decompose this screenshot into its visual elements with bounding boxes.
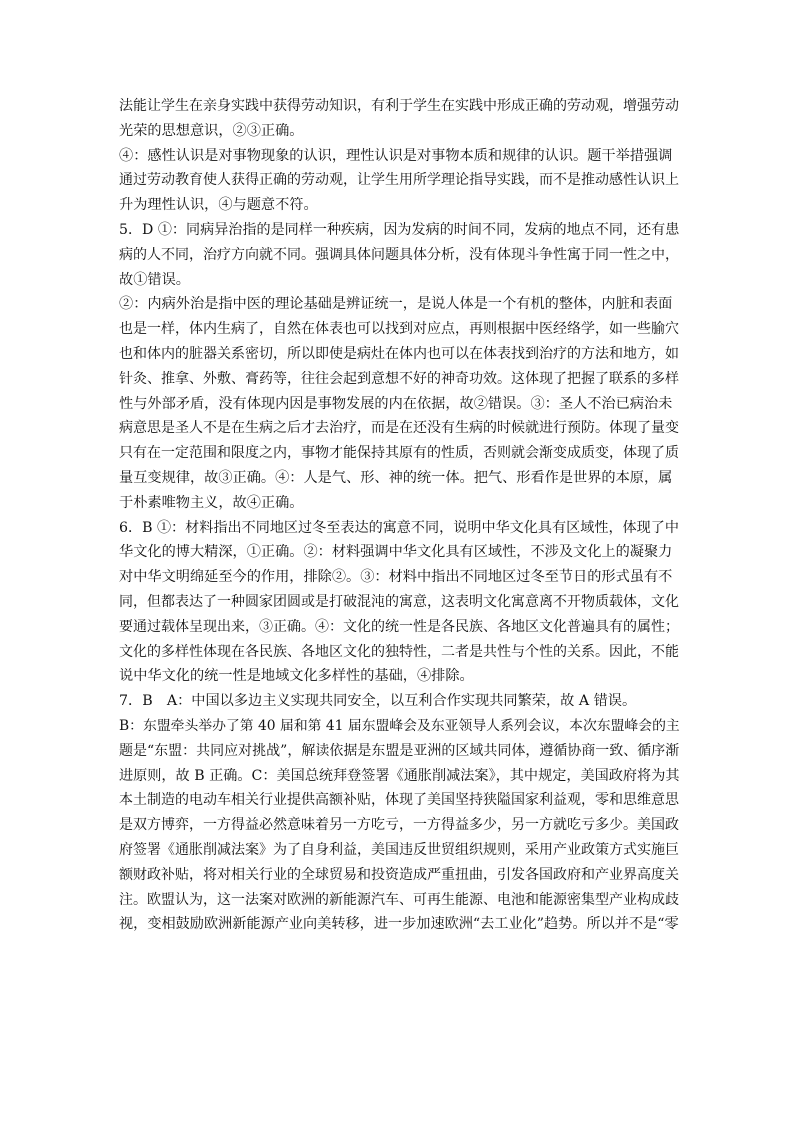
text-line: ④：感性认识是对事物现象的认识，理性认识是对事物本质和规律的认识。题干举措强调 — [119, 147, 673, 164]
text-line: 也和体内的脏器关系密切，所以即使是病灶在体内也可以在体表找到治疗的方法和地方，如 — [119, 345, 679, 362]
text-line: 也是一样，体内生病了，自然在体表也可以找到对应点，再则根据中医经络学，如一些腧穴 — [119, 321, 679, 338]
text-line: B：东盟牵头举办了第 40 届和第 41 届东盟峰会及东亚领导人系列会议，本次东盟峰会的主 — [119, 717, 680, 734]
text-line: 进原则，故 B 正确。C：美国总统拜登签署《通胀削减法案》，其中规定，美国政府将为其 — [119, 767, 680, 784]
text-line: 6．B ①：材料指出不同地区过冬至表达的寓意不同，说明中华文化具有区域性，体现了中 — [119, 519, 679, 536]
document-body — [119, 94, 679, 937]
text-line: 文化的多样性体现在各民族、各地区文化的独特性，二者是共性与个性的关系。因此，不能 — [119, 643, 679, 660]
text-line: 7．B A：中国以多边主义实现共同安全，以互利合作实现共同繁荣，故 A 错误。 — [119, 693, 637, 710]
text-line: 华文化的博大精深，①正确。②：材料强调中华文化具有区域性，不涉及文化上的凝聚力 — [119, 544, 673, 561]
text-line: 说中华文化的统一性是地域文化多样性的基础，④排除。 — [119, 668, 474, 685]
text-line: 故①错误。 — [119, 271, 190, 288]
text-line: 府签署《通胀削减法案》为了自身利益，美国违反世贸组织规则，采用产业政策方式实施巨 — [119, 841, 679, 858]
text-line: 同，但都表达了一种圆家团圆或是打破混沌的寓意，这表明文化寓意离不开物质载体，文化 — [119, 593, 679, 610]
text-line: 要通过载体呈现出来，③正确。④：文化的统一性是各民族、各地区文化普遍具有的属性； — [119, 618, 679, 635]
text-line: 题是“东盟：共同应对挑战”，解读依据是东盟是亚洲的区域共同体，遵循协商一致、循序渐 — [119, 742, 680, 759]
text-line: 额财政补贴，将对相关行业的全球贸易和投资造成严重扭曲，引发各国政府和产业界高度关 — [119, 866, 679, 883]
text-line: 病的人不同，治疗方向就不同。强调具体问题具体分析，没有体现斗争性寓于同一性之中， — [119, 246, 679, 263]
text-line: 注。欧盟认为，这一法案对欧洲的新能源汽车、可再生能源、电池和能源密集型产业构成歧 — [119, 891, 679, 908]
text-line: 是双方博弈，一方得益必然意味着另一方吃亏，一方得益多少，另一方就吃亏多少。美国政 — [119, 817, 679, 834]
text-line: 法能让学生在亲身实践中获得劳动知识，有利于学生在实践中形成正确的劳动观，增强劳动 — [119, 98, 679, 114]
text-line: 病意思是圣人不是在生病之后才去治疗，而是在还没有生病的时候就进行预防。体现了量变 — [119, 420, 679, 437]
text-line: 升为理性认识，④与题意不符。 — [119, 197, 318, 214]
text-line: 量互变规律，故③正确。④：人是气、形、神的统一体。把气、形看作是世界的本原，属 — [119, 469, 673, 486]
text-line: 5．D ①：同病异治指的是同样一种疾病，因为发病的时间不同，发病的地点不同，还有患 — [119, 221, 680, 238]
text-line: 只有在一定范围和限度之内，事物才能保持其原有的性质，否则就会渐变成质变，体现了质 — [119, 445, 679, 462]
text-line: 视，变相鼓励欧洲新能源产业向美转移，进一步加速欧洲“去工业化”趋势。所以并不是“零 — [119, 916, 679, 933]
text-line: 光荣的思想意识，②③正确。 — [119, 122, 304, 139]
text-line: ②：内病外治是指中医的理论基础是辨证统一，是说人体是一个有机的整体，内脏和表面 — [119, 296, 673, 313]
text-line: 于朴素唯物主义，故④正确。 — [119, 494, 304, 511]
text-line: 对中华文明绵延至今的作用，排除②。③：材料中指出不同地区过冬至节日的形式虽有不 — [119, 569, 673, 586]
text-line: 本土制造的电动车相关行业提供高额补贴，体现了美国坚持狭隘国家利益观，零和思维意思 — [119, 792, 679, 809]
text-line: 通过劳动教育使人获得正确的劳动观，让学生用所学理论指导实践，而不是推动感性认识上 — [119, 172, 679, 189]
text-line: 针灸、推拿、外敷、膏药等，往往会起到意想不好的神奇功效。这体现了把握了联系的多样 — [119, 370, 679, 387]
text-line: 性与外部矛盾，没有体现内因是事物发展的内在依据，故②错误。③：圣人不治已病治未 — [119, 395, 673, 412]
